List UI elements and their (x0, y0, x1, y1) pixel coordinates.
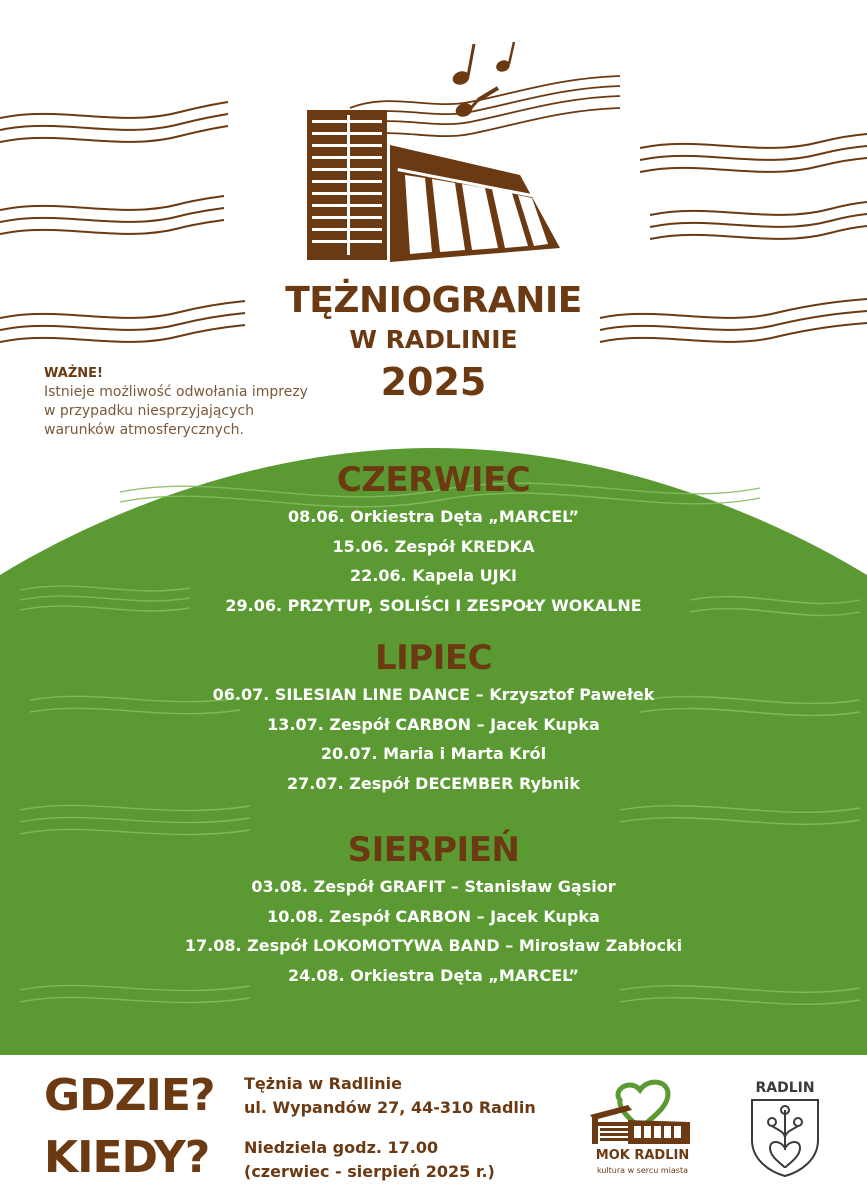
when-details (244, 1136, 495, 1184)
festival-year: 2025 (380, 360, 487, 404)
schedule-june (0, 458, 867, 620)
event-item: 15.06. Zespół KREDKA (332, 536, 535, 556)
radlin-coat-of-arms-icon (752, 1100, 818, 1176)
venue-name: Tężnia w Radlinie (244, 1074, 402, 1093)
schedule-july (0, 636, 867, 798)
event-item: 22.06. Kapela UJKI (350, 566, 517, 585)
where-label: GDZIE? (44, 1070, 215, 1121)
month-heading: LIPIEC (374, 638, 493, 678)
mok-logo-name: MOK RADLIN (595, 1148, 690, 1163)
event-item: 27.07. Zespół DECEMBER Rybnik (286, 773, 580, 793)
mok-logo-tagline: kultura w sercu miasta (596, 1166, 689, 1175)
event-item: 10.08. Zespół CARBON – Jacek Kupka (267, 906, 600, 926)
event-period: (czerwiec - sierpień 2025 r.) (244, 1162, 495, 1181)
mok-building-icon (590, 1105, 690, 1144)
event-time: Niedziela godz. 17.00 (244, 1138, 439, 1157)
when-label: KIEDY? (44, 1132, 210, 1183)
notice-title: WAŻNE! (44, 366, 103, 381)
notice-line: w przypadku niesprzyjających (44, 403, 254, 419)
city-logo-name: RADLIN (755, 1080, 815, 1096)
event-item: 17.08. Zespół LOKOMOTYWA BAND – Mirosław Zabłocki (184, 936, 683, 955)
notice-line: warunków atmosferycznych. (44, 422, 244, 438)
event-item: 08.06. Orkiestra Dęta „MARCEL” (288, 507, 579, 526)
month-heading: CZERWIEC (336, 460, 531, 500)
notice-line: Istnieje możliwość odwołania imprezy (44, 384, 308, 400)
schedule-august (0, 828, 867, 990)
festival-title: TĘŻNIOGRANIE (285, 280, 582, 321)
event-item: 13.07. Zespół CARBON – Jacek Kupka (267, 714, 600, 734)
event-item: 24.08. Orkiestra Dęta „MARCEL” (288, 965, 579, 985)
event-item: 29.06. PRZYTUP, SOLIŚCI I ZESPOŁY WOKALNE (225, 595, 642, 615)
venue-address: ul. Wypandów 27, 44-310 Radlin (244, 1098, 536, 1117)
where-details (244, 1072, 536, 1120)
event-item: 06.07. SILESIAN LINE DANCE – Krzysztof Pawełek (212, 685, 655, 704)
month-heading: SIERPIEŃ (347, 830, 520, 870)
event-item: 20.07. Maria i Marta Król (320, 744, 547, 763)
festival-subtitle: W RADLINIE (349, 325, 518, 354)
music-note-icon (451, 42, 514, 118)
event-item: 03.08. Zespół GRAFIT – Stanisław Gąsior (251, 877, 616, 896)
weather-notice (44, 365, 364, 440)
graduation-tower-icon (307, 110, 560, 262)
